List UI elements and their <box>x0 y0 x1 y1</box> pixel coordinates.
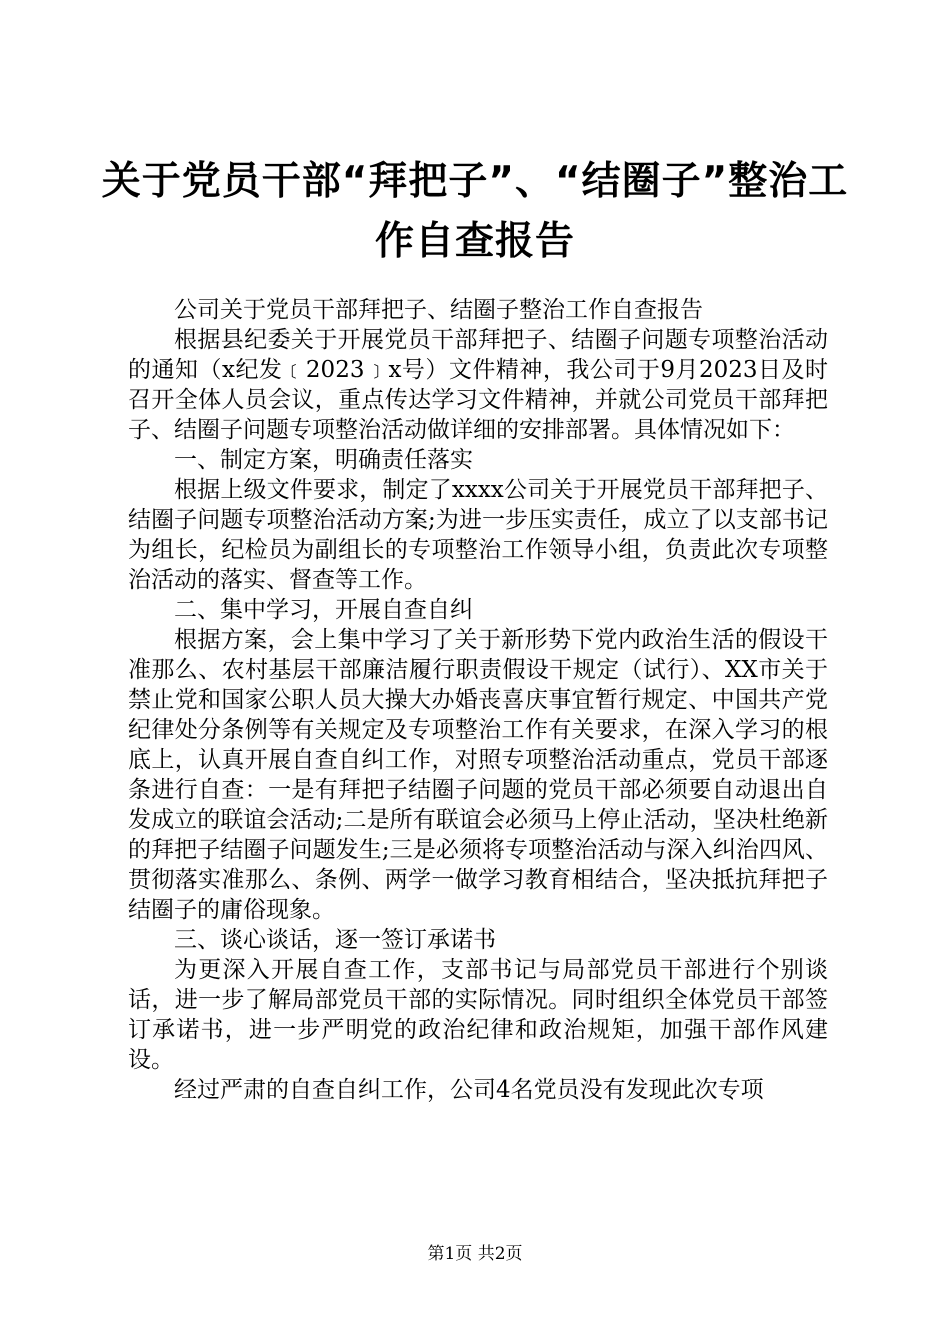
section-heading-2: 二、集中学习，开展自查自纠 <box>174 597 473 623</box>
body-paragraph: 根据县纪委关于开展党员干部拜把子、结圈子问题专项整治活动的通知（x纪发﹝2023﹞x号）文件精神，我公司于9月2023日及时召开全体人员会议，重点传达学习文件精神，并就公司党员干部拜把子、结圈子问题专项整治活动做详细的安排部署。具体情况如下： <box>128 327 828 443</box>
section-heading-1: 一、制定方案，明确责任落实 <box>174 447 473 473</box>
body-paragraph: 为更深入开展自查工作，支部书记与局部党员干部进行个别谈话，进一步了解局部党员干部的实际情况。同时组织全体党员干部签订承诺书，进一步严明党的政治纪律和政治规矩，加强干部作风建设。 <box>128 957 828 1073</box>
document-title-line-1: 关于党员干部“拜把子”、“结圈子”整治工 <box>101 159 849 204</box>
body-paragraph: 根据上级文件要求，制定了xxxx公司关于开展党员干部拜把子、结圈子问题专项整治活动方案;为进一步压实责任，成立了以支部书记为组长，纪检员为副组长的专项整治工作领导小组，负责此次专项整治活动的落实、督查等工作。 <box>128 477 828 593</box>
report-subtitle: 公司关于党员干部拜把子、结圈子整治工作自查报告 <box>174 297 703 323</box>
body-paragraph: 根据方案，会上集中学习了关于新形势下党内政治生活的假设干准那么、农村基层干部廉洁履行职责假设干规定（试行）、XX市关于禁止党和国家公职人员大操大办婚丧喜庆事宜暂行规定、中国共产党纪律处分条例等有关规定及专项整治工作有关要求，在深入学习的根底上，认真开展自查自纠工作，对照专项整治活动重点，党员干部逐条进行自查：一是有拜把子结圈子问题的党员干部必须要自动退出自发成立的联谊会活动;二是所有联谊会必须马上停止活动，坚决杜绝新的拜把子结圈子问题发生;三是必须将专项整治活动与深入纠治四风、贯彻落实准那么、条例、两学一做学习教育相结合，坚决抵抗拜把子结圈子的庸俗现象。 <box>128 627 828 923</box>
document-body <box>128 295 828 1105</box>
section-heading-3: 三、谈心谈话，逐一签订承诺书 <box>174 927 496 953</box>
document-title-line-2: 作自查报告 <box>374 219 575 264</box>
body-paragraph: 经过严肃的自查自纠工作，公司4名党员没有发现此次专项 <box>174 1077 764 1103</box>
page-number-footer: 第1页 共2页 <box>427 1244 523 1264</box>
